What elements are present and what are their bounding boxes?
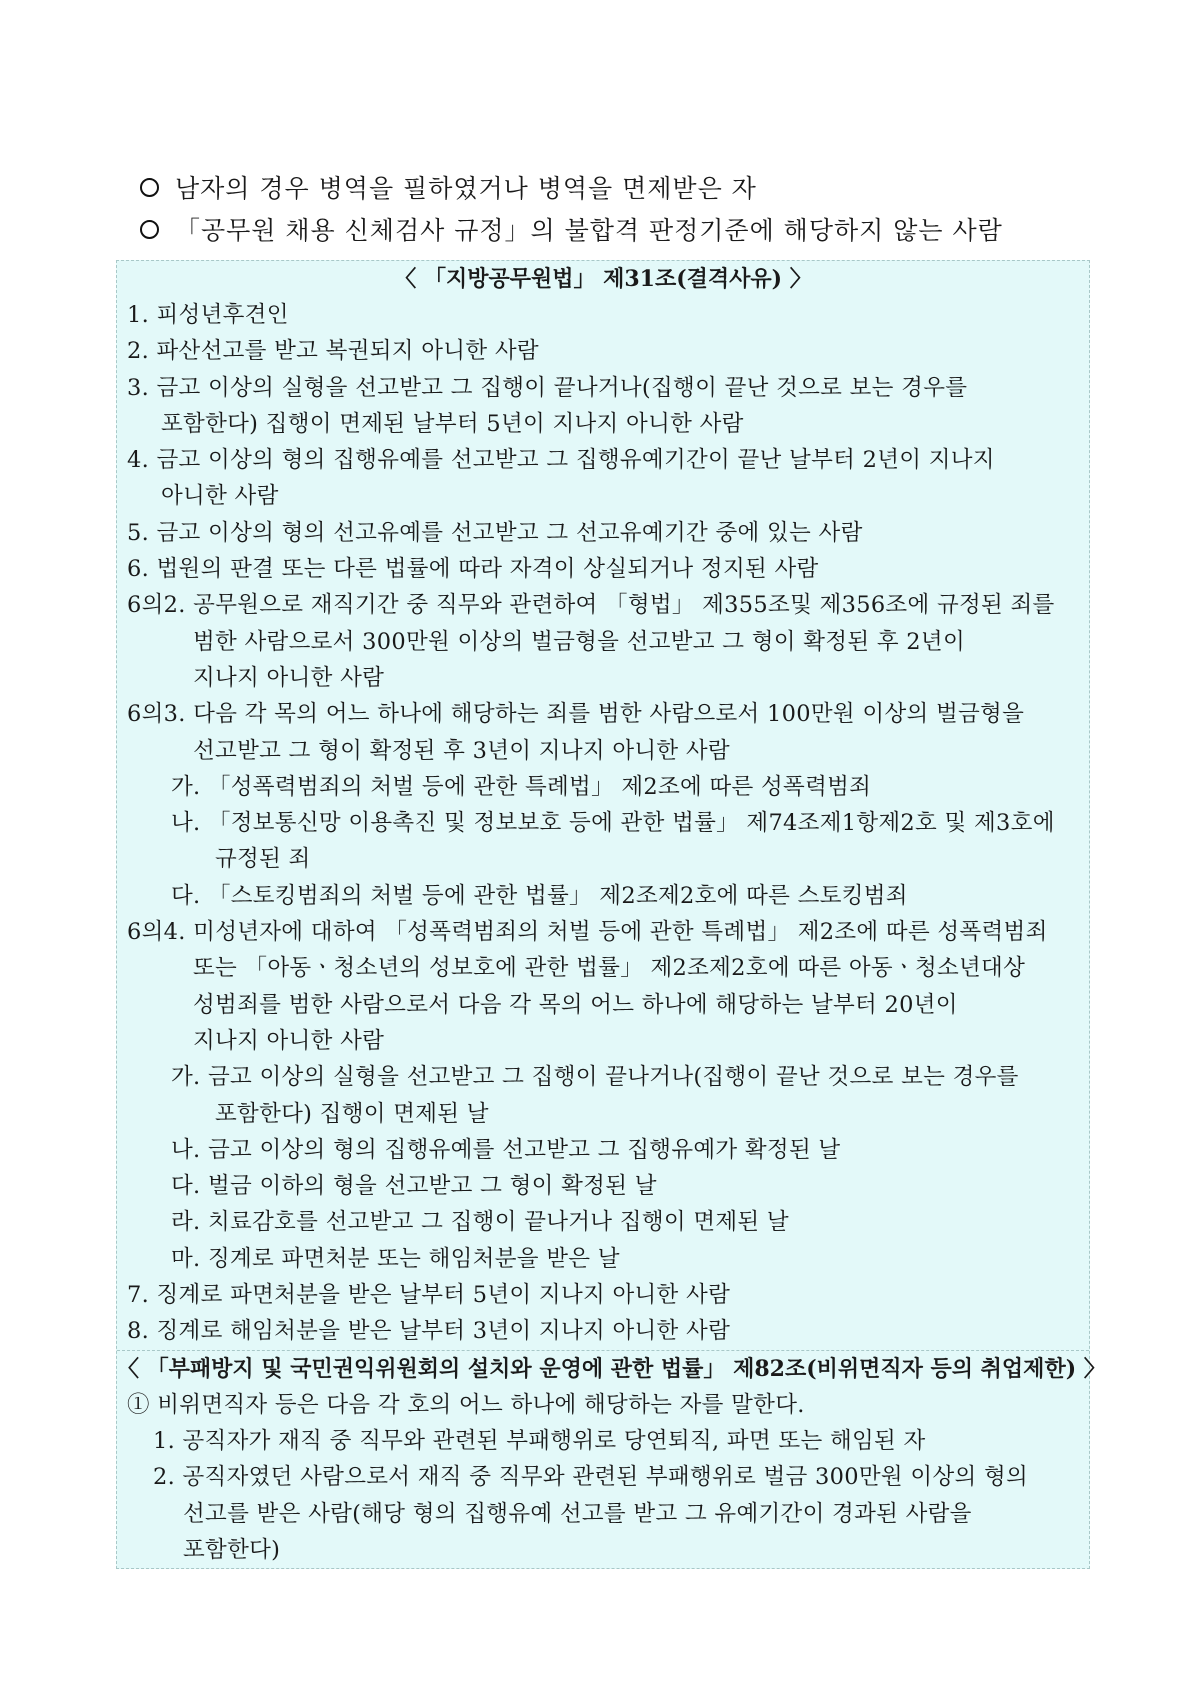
section1-line: 또는 「아동ㆍ청소년의 성보호에 관한 법률」 제2조제2호에 따른 아동ㆍ청소년대상	[193, 955, 1026, 982]
section1-line: 아니한 사람	[161, 483, 279, 510]
section1-line: 6. 법원의 판결 또는 다른 법률에 따라 자격이 상실되거나 정지된 사람	[127, 556, 819, 583]
section1-line: 포함한다) 집행이 면제된 날부터 5년이 지나지 아니한 사람	[161, 410, 744, 437]
section1-line: 나. 금고 이상의 형의 집행유예를 선고받고 그 집행유예가 확정된 날	[171, 1136, 841, 1163]
section1-line: 6의4. 미성년자에 대하여 「성폭력범죄의 처벌 등에 관한 특례법」 제2조에 따른 성폭력범죄	[127, 919, 1048, 946]
section1-line: 8. 징계로 해임처분을 받은 날부터 3년이 지나지 아니한 사람	[127, 1318, 731, 1345]
section1-line: 선고받고 그 형이 확정된 후 3년이 지나지 아니한 사람	[193, 737, 730, 764]
section2-title: 〈 「부패방지 및 국민권익위원회의 설치와 운영에 관한 법률」 제82조(비위면직자 등의 취업제한) 〉	[117, 1350, 1089, 1387]
circle-bullet-icon	[140, 178, 159, 197]
section1-line: 포함한다) 집행이 면제된 날	[215, 1100, 489, 1127]
section1-body	[117, 297, 1089, 1350]
section1-title: 〈 「지방공무원법」 제31조(결격사유) 〉	[394, 266, 812, 292]
section1-line: 라. 치료감호를 선고받고 그 집행이 끝나거나 집행이 면제된 날	[171, 1209, 789, 1236]
section1-line: 범한 사람으로서 300만원 이상의 벌금형을 선고받고 그 형이 확정된 후 2년이	[193, 628, 965, 655]
bullet-item	[140, 208, 1090, 250]
section1-line: 4. 금고 이상의 형의 집행유예를 선고받고 그 집행유예기간이 끝난 날부터 2년이 지나지	[127, 447, 995, 474]
bullet-text: 「공무원 채용 신체검사 규정」의 불합격 판정기준에 해당하지 않는 사람	[175, 216, 1003, 245]
section2-line: ① 비위면직자 등은 다음 각 호의 어느 하나에 해당하는 자를 말한다.	[127, 1391, 805, 1418]
section1-line: 마. 징계로 파면처분 또는 해임처분을 받은 날	[171, 1245, 620, 1272]
section1-line: 성범죄를 범한 사람으로서 다음 각 목의 어느 하나에 해당하는 날부터 20년이	[193, 991, 958, 1018]
section1-line: 지나지 아니한 사람	[193, 1027, 385, 1054]
section1-line: 6의2. 공무원으로 재직기간 중 직무와 관련하여 「형법」 제355조및 제356조에 규정된 죄를	[127, 592, 1055, 619]
section1-line: 지나지 아니한 사람	[193, 664, 385, 691]
section1-line: 1. 피성년후견인	[127, 302, 289, 328]
section1-line: 가. 금고 이상의 실형을 선고받고 그 집행이 끝나거나(집행이 끝난 것으로 보는 경우를	[171, 1064, 1019, 1091]
section2-line: 1. 공직자가 재직 중 직무와 관련된 부패행위로 당연퇴직, 파면 또는 해임된 자	[153, 1427, 926, 1454]
law-excerpt-box	[116, 260, 1106, 1569]
section1-line: 6의3. 다음 각 목의 어느 하나에 해당하는 죄를 범한 사람으로서 100만원 이상의 벌금형을	[127, 701, 1025, 728]
section1-line: 가. 「성폭력범죄의 처벌 등에 관한 특례법」 제2조에 따른 성폭력범죄	[171, 773, 872, 800]
section2-body	[117, 1387, 1089, 1568]
bullet-text: 남자의 경우 병역을 필하였거나 병역을 면제받은 자	[175, 174, 757, 203]
section1-line: 2. 파산선고를 받고 복권되지 아니한 사람	[127, 338, 539, 365]
section1-line: 다. 벌금 이하의 형을 선고받고 그 형이 확정된 날	[171, 1173, 657, 1200]
section2-line: 2. 공직자였던 사람으로서 재직 중 직무와 관련된 부패행위로 벌금 300만원 이상의 형의	[153, 1464, 1029, 1491]
section1-line: 7. 징계로 파면처분을 받은 날부터 5년이 지나지 아니한 사람	[127, 1282, 731, 1309]
section1-line: 다. 「스토킹범죄의 처벌 등에 관한 법률」 제2조제2호에 따른 스토킹범죄	[171, 882, 908, 909]
section1-line: 나. 「정보통신망 이용촉진 및 정보보호 등에 관한 법률」 제74조제1항제2호 및 제3호에	[171, 810, 1055, 837]
section1-line: 규정된 죄	[215, 846, 311, 873]
section1-line: 5. 금고 이상의 형의 선고유예를 선고받고 그 선고유예기간 중에 있는 사람	[127, 519, 863, 546]
circle-bullet-icon	[140, 220, 159, 239]
section2-line: 선고를 받은 사람(해당 형의 집행유예 선고를 받고 그 유예기간이 경과된 사람을	[183, 1500, 972, 1527]
section1-line: 3. 금고 이상의 실형을 선고받고 그 집행이 끝나거나(집행이 끝난 것으로 보는 경우를	[127, 374, 968, 401]
section2-line: 포함한다)	[183, 1536, 281, 1563]
bullet-item	[140, 166, 1090, 208]
bullet-list	[140, 166, 1090, 250]
